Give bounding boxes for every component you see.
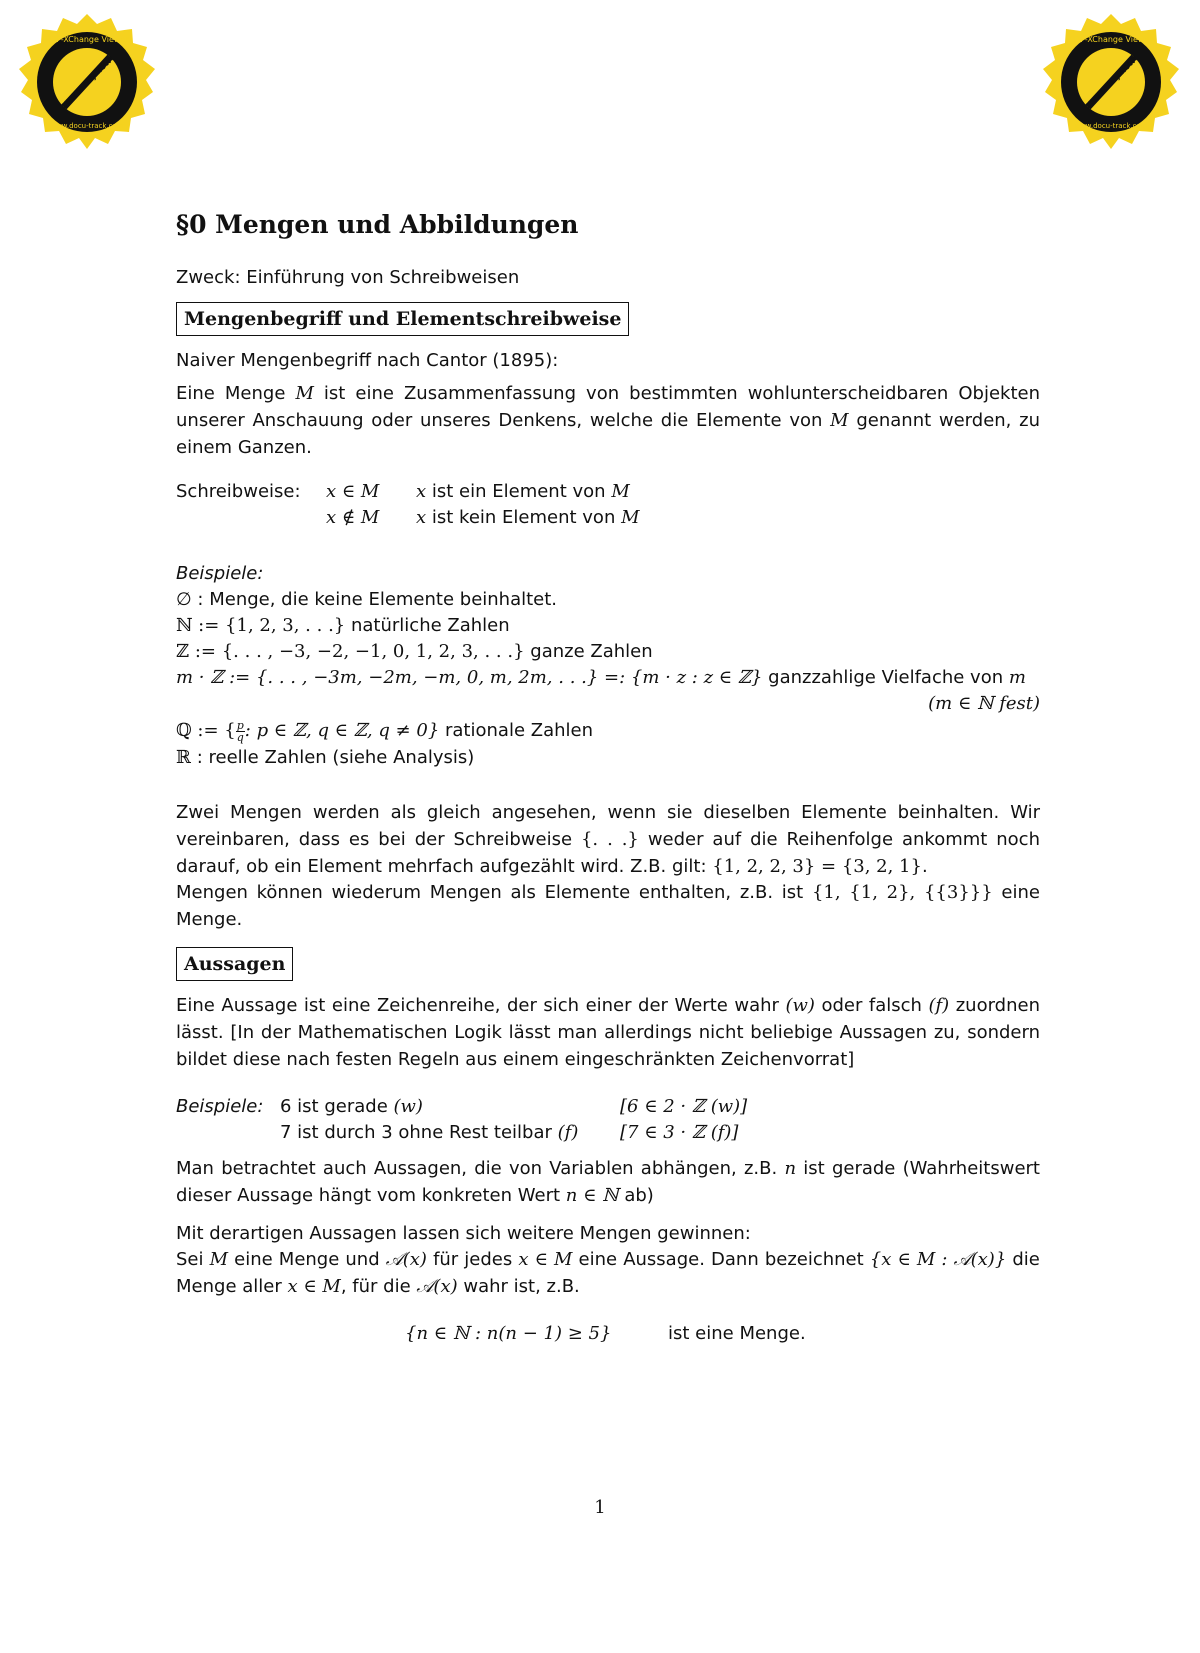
statement-definition: Eine Aussage ist eine Zeichenreihe, der sich einer der Werte wahr (w) oder falsch (f) zuordnen lässt. [In der Mathematischen Logik lässt man allerdings nicht beliebige Aussagen zu, sondern bildet diese nach festen Regeln aus einem eingeschränkten Zeichenvorrat]: [176, 995, 1040, 1070]
set-builder-paragraph: Sei M eine Menge und 𝒜(x) für jedes x ∈ M eine Aussage. Dann bezeichnet {x ∈ M : 𝒜(x)} die Menge aller x ∈ M, für die 𝒜(x) wahr ist, z.B.: [176, 1249, 1040, 1297]
notation-notin: x ∉ M: [326, 507, 380, 528]
nested-sets-paragraph: Mengen können wiederum Mengen als Elemente enthalten, z.B. ist {1, {1, 2}, {{3}}} eine Menge.: [176, 882, 1040, 930]
section-heading-aussagen: Aussagen: [176, 947, 293, 981]
notation-in-desc: x ist ein Element von M: [416, 481, 630, 502]
page-title: §0 Mengen und Abbildungen: [176, 210, 579, 239]
display-set-text: ist eine Menge.: [668, 1323, 806, 1344]
pdf-xchange-badge-right[interactable]: [1036, 12, 1186, 162]
statement-example-2-formal: [7 ∈ 3 · ℤ (f)]: [620, 1122, 739, 1143]
example-empty-set: ∅ : Menge, die keine Elemente beinhaltet.: [176, 589, 558, 610]
display-set-formula: {n ∈ ℕ : n(n − 1) ≥ 5}: [405, 1323, 612, 1344]
statement-example-2: 7 ist durch 3 ohne Rest teilbar (f): [280, 1122, 579, 1143]
statement-example-1: 6 ist gerade (w): [280, 1096, 423, 1117]
set-builder-intro: Mit derartigen Aussagen lassen sich weitere Mengen gewinnen:: [176, 1223, 751, 1244]
statement-examples-label: Beispiele:: [176, 1096, 264, 1117]
statement-example-1-formal: [6 ∈ 2 · ℤ (w)]: [620, 1096, 748, 1117]
notation-notin-desc: x ist kein Element von M: [416, 507, 640, 528]
example-multiples-condition: (m ∈ ℕ fest): [928, 693, 1040, 714]
pdf-xchange-badge-left[interactable]: [12, 12, 162, 162]
purpose-line: Zweck: Einführung von Schreibweisen: [176, 267, 520, 288]
example-integers: ℤ := {. . . , −3, −2, −1, 0, 1, 2, 3, . . .} ganze Zahlen: [176, 641, 653, 662]
badge-center-text: Click to buy NOW!: [59, 54, 116, 111]
notation-label: Schreibweise:: [176, 481, 301, 502]
cantor-intro: Naiver Mengenbegriff nach Cantor (1895):: [176, 350, 559, 371]
badge-ring-text: PDF-XChange Viewer: [45, 35, 129, 44]
badge-ring-text: PDF-XChange Viewer: [1069, 35, 1153, 44]
example-rationals: ℚ := { $\frac{p}{q}$ : p ∈ ℤ, q ∈ ℤ, q ≠ 0} rationale Zahlen: [176, 718, 593, 744]
cantor-definition: Eine Menge M ist eine Zusammenfassung von bestimmten wohlunterscheidbaren Objekten unserer Anschauung oder unseres Denkens, welche die Elemente von M genannt werden, zu einem Ganzen.: [176, 383, 1040, 458]
notation-in: x ∈ M: [326, 481, 380, 502]
badge-center-text: Click to buy NOW!: [1083, 54, 1140, 111]
variable-statements-paragraph: Man betrachtet auch Aussagen, die von Variablen abhängen, z.B. n ist gerade (Wahrheitswert dieser Aussage hängt vom konkreten Wert n ∈ ℕ ab): [176, 1158, 1040, 1206]
badge-url-text: www.docu-track.com: [50, 122, 124, 130]
set-equality-paragraph: Zwei Mengen werden als gleich angesehen, wenn sie dieselben Elemente beinhalten. Wir vereinbaren, dass es bei der Schreibweise {. . .} weder auf die Reihenfolge ankommt noch darauf, ob ein Element mehrfach aufgezählt wird. Z.B. gilt: {1, 2, 2, 3} = {3, 2, 1}.: [176, 802, 1040, 877]
example-multiples: m · ℤ := {. . . , −3m, −2m, −m, 0, m, 2m, . . .} =: {m · z : z ∈ ℤ} ganzzahlige Vielfache von m: [176, 667, 1026, 688]
examples-label: Beispiele:: [176, 563, 264, 584]
page-number: 1: [594, 1497, 606, 1518]
section-heading-mengenbegriff: Mengenbegriff und Elementschreibweise: [176, 302, 629, 336]
example-reals: ℝ : reelle Zahlen (siehe Analysis): [176, 747, 475, 768]
example-natural-numbers: ℕ := {1, 2, 3, . . .} natürliche Zahlen: [176, 615, 510, 636]
badge-url-text: www.docu-track.com: [1074, 122, 1148, 130]
